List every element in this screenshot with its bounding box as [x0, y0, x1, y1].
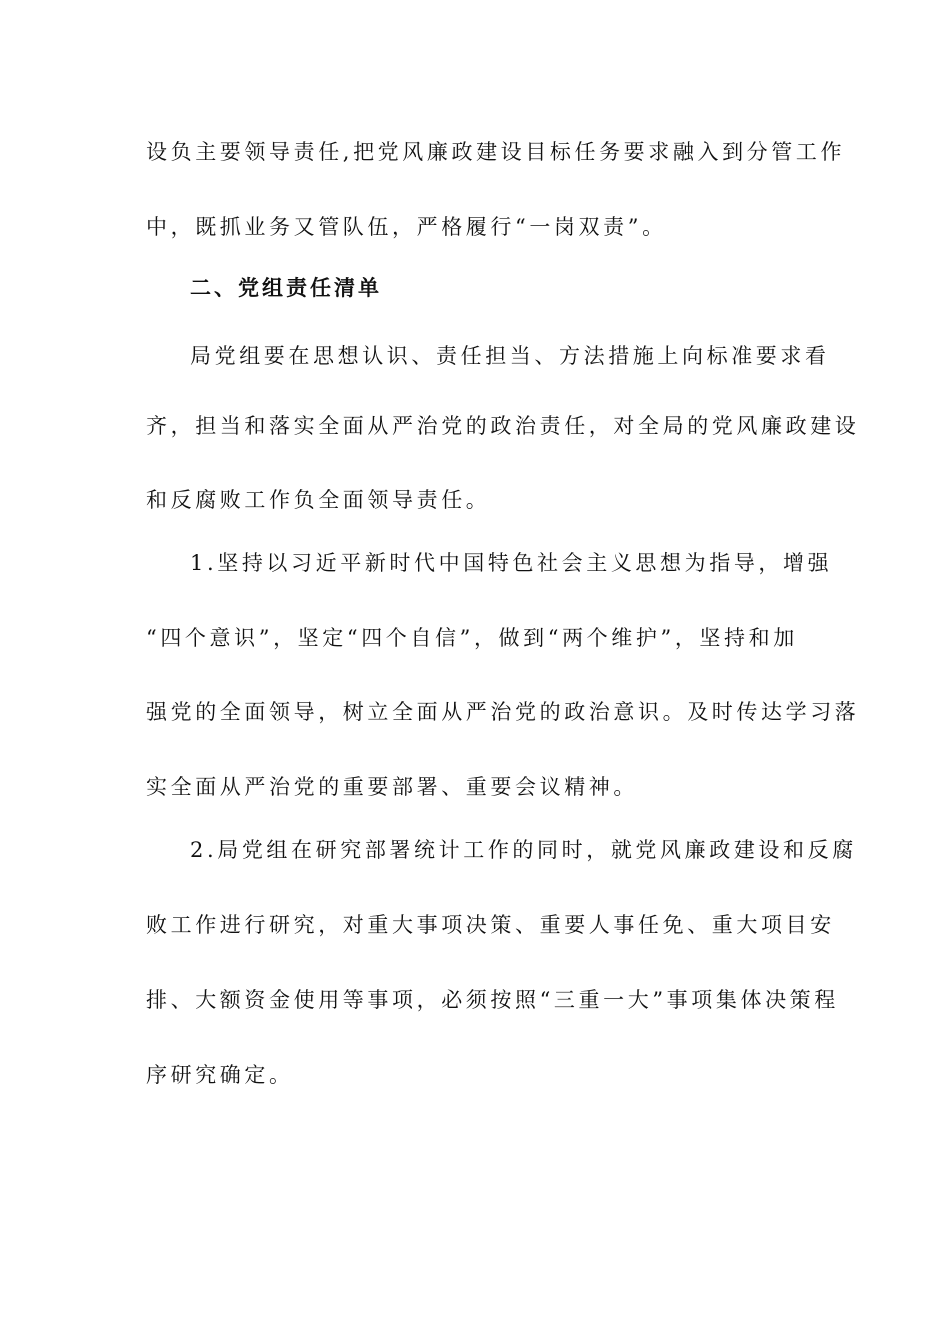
list-item-2-first-line: 2.局党组在研究部署统计工作的同时，就党风廉政建设和反腐	[190, 838, 857, 862]
body-text-line: 中，既抓业务又管队伍，严格履行“一岗双责”。	[146, 215, 667, 239]
body-text-line: 强党的全面领导，树立全面从严治党的政治意识。及时传达学习落	[146, 700, 860, 724]
section-heading: 二、党组责任清单	[190, 276, 382, 300]
body-text-line: 序研究确定。	[146, 1063, 294, 1087]
list-item-1-first-line: 1.坚持以习近平新时代中国特色社会主义思想为指导，增强	[190, 551, 833, 575]
paragraph-first-line: 局党组要在思想认识、责任担当、方法措施上向标准要求看	[190, 344, 830, 368]
body-text-line: 排、大额资金使用等事项，必须按照“三重一大”事项集体决策程	[146, 988, 839, 1012]
body-text-line: 败工作进行研究，对重大事项决策、重要人事任免、重大项目安	[146, 913, 835, 937]
body-text-line: “四个意识”，坚定“四个自信”，做到“两个维护”，坚持和加	[146, 626, 798, 650]
body-text-line: 和反腐败工作负全面领导责任。	[146, 488, 491, 512]
body-text-line: 设负主要领导责任,把党风廉政建设目标任务要求融入到分管工作	[146, 140, 846, 164]
body-text-line: 齐，担当和落实全面从严治党的政治责任，对全局的党风廉政建设	[146, 414, 860, 438]
body-text-line: 实全面从严治党的重要部署、重要会议精神。	[146, 775, 638, 799]
